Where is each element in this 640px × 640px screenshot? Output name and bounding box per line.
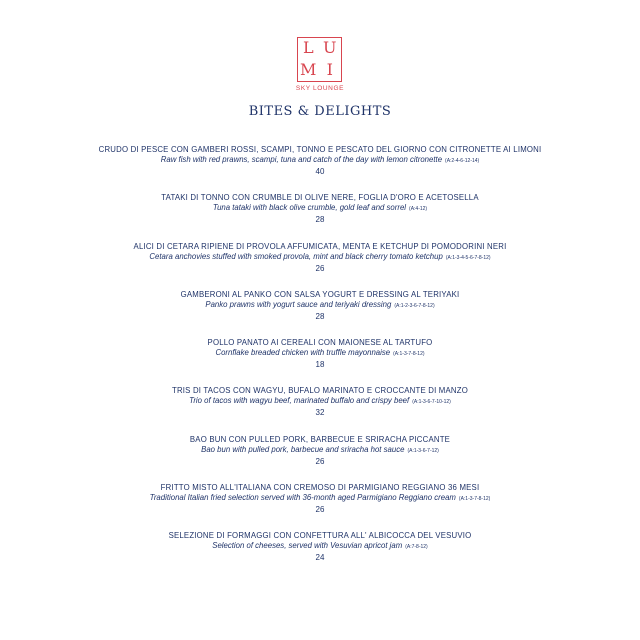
item-allergens: (A:4-12) [409,206,428,213]
item-title: SELEZIONE DI FORMAGGI CON CONFETTURA ALL' ALBICOCCA DEL VESUVIO [168,531,472,541]
item-description [0,252,640,263]
logo-letter: U [323,38,338,57]
item-price: 26 [315,505,325,515]
menu-item [0,531,640,579]
item-allergens: (A:1-3-7-8-12) [458,496,491,503]
item-title: GAMBERONI AL PANKO CON SALSA YOGURT E DRESSING AL TERIYAKI [180,289,460,299]
menu-item [0,338,640,386]
item-price: 28 [315,215,325,225]
item-description [0,445,640,456]
item-allergens: (A:1-3-4-5-6-7-8-12) [445,254,491,261]
item-desc-text: Tuna tataki with black olive crumble, gold leaf and sorrel [212,203,407,213]
section-title: BITES & DELIGHTS [248,104,392,119]
item-description [0,396,640,407]
menu-item [0,483,640,531]
menu-item [0,290,640,338]
item-price: 32 [315,408,325,418]
item-allergens: (A:1-2-3-6-7-8-12) [394,302,435,309]
menu-item [0,193,640,241]
item-allergens: (A:2-4-6-12-14) [445,158,480,164]
item-title: ALICI DI CETARA RIPIENE DI PROVOLA AFFUMICATA, MENTA E KETCHUP DI POMODORINI NERI [133,241,507,251]
item-desc-text: Traditional Italian fried selection served with 36-month aged Parmigiano Reggiano cream [149,493,456,503]
item-description [0,541,640,552]
item-description [0,348,640,359]
item-allergens: (A:1-3-6-7-12) [407,447,439,454]
item-price: 26 [315,263,325,273]
item-description [0,203,640,214]
item-title: TATAKI DI TONNO CON CRUMBLE DI OLIVE NERE, FOGLIA D'ORO E ACETOSELLA [161,193,479,203]
item-desc-text: Cetara anchovies stuffed with smoked provola, mint and black cherry tomato ketchup [149,251,443,261]
item-desc-text: Panko prawns with yogurt sauce and teriyaki dressing [205,299,392,309]
item-title: BAO BUN CON PULLED PORK, BARBECUE E SRIRACHA PICCANTE [189,434,451,444]
menu-item [0,386,640,434]
menu-item [0,145,640,193]
item-title: POLLO PANATO AI CEREALI CON MAIONESE AL TARTUFO [207,338,433,348]
item-title: FRITTO MISTO ALL'ITALIANA CON CREMOSO DI PARMIGIANO REGGIANO 36 MESI [160,483,480,493]
menu-item [0,242,640,290]
item-title: TRIS DI TACOS CON WAGYU, BUFALO MARINATO E CROCCANTE DI MANZO [172,386,468,396]
item-description [0,155,640,166]
item-description [0,493,640,504]
brand-subtitle: SKY LOUNGE [295,85,345,92]
item-allergens: (A:7-8-12) [405,544,428,551]
menu-list [0,145,640,580]
item-desc-text: Selection of cheeses, served with Vesuvian apricot jam [212,541,403,551]
item-price: 28 [315,311,325,321]
item-title: CRUDO DI PESCE CON GAMBERI ROSSI, SCAMPI, TONNO E PESCATO DEL GIORNO CON CITRONETTE AI LIMONI [98,145,542,154]
item-desc-text: Bao bun with pulled pork, barbecue and sriracha hot sauce [201,444,405,454]
item-price: 24 [315,553,325,563]
logo-letter: M [300,59,318,79]
item-description [0,300,640,311]
item-desc-text: Cornflake breaded chicken with truffle mayonnaise [215,348,391,358]
item-desc-text: Trio of tacos with wagyu beef, marinated buffalo and crispy beef [189,396,410,406]
item-allergens: (A:1-3-7-8-12) [393,351,425,358]
logo-letter: L [302,38,315,57]
item-price: 18 [315,360,325,370]
item-price: 40 [315,167,325,176]
item-price: 26 [315,456,325,466]
lumi-logo [297,37,342,82]
item-allergens: (A:1-3-6-7-10-12) [412,399,451,406]
logo-letter: I [326,59,334,79]
item-desc-text: Raw fish with red prawns, scampi, tuna and catch of the day with lemon citronette [160,155,443,164]
menu-item [0,435,640,483]
